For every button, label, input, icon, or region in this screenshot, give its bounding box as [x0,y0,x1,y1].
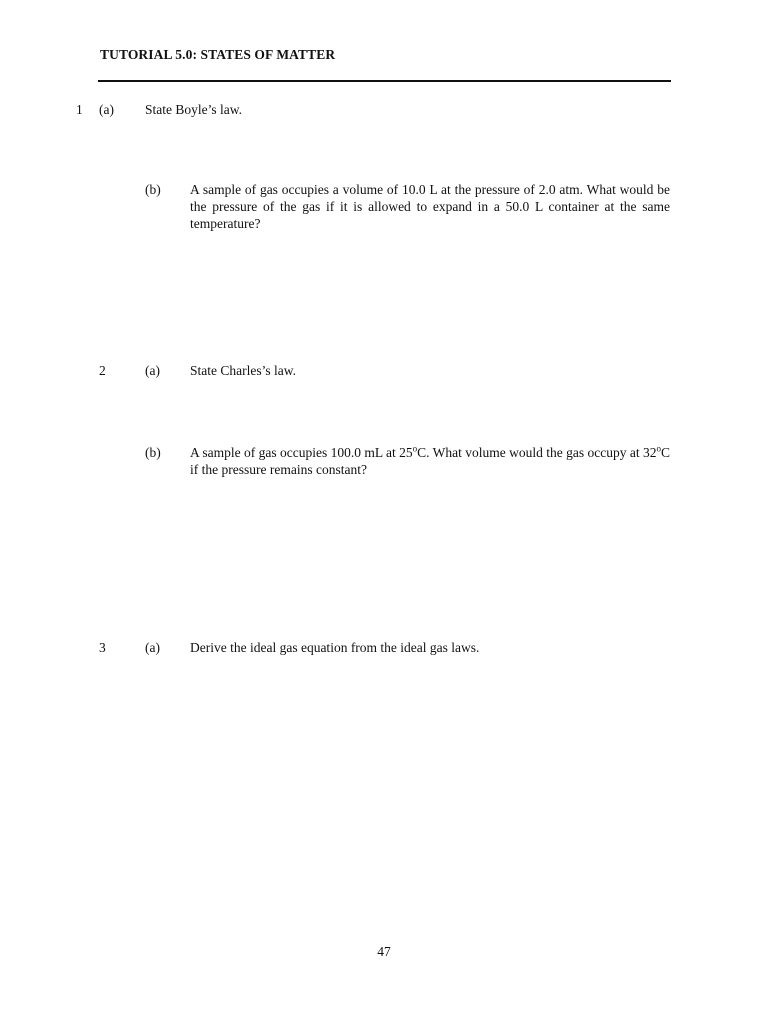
question-2b-text [190,444,670,478]
question-2b-text-part-3: C if the pressure remains constant? [190,445,670,477]
degree-symbol: o [412,443,418,454]
question-3a-text: Derive the ideal gas equation from the ideal gas laws. [190,640,480,655]
question-3a-label: (a) [145,640,160,655]
page-number: 47 [377,944,391,959]
question-1a-label: (a) [99,102,114,117]
header-rule [98,80,671,82]
question-3-number: 3 [99,640,106,655]
question-1b-label: (b) [145,182,161,197]
question-2b-text-part-2: C. What volume would the gas occupy at 32 [417,445,657,460]
page-title: TUTORIAL 5.0: STATES OF MATTER [100,47,336,62]
question-2-number: 2 [99,363,106,378]
question-1b-text: A sample of gas occupies a volume of 10.0 L at the pressure of 2.0 atm. What would be the pressure of the gas if it is allowed to expand in a 50.0 L container at the same temperature? [190,182,670,231]
question-2b-label: (b) [145,445,161,460]
question-2a-text: State Charles’s law. [190,363,296,378]
question-2b-text-part-1: A sample of gas occupies 100.0 mL at 25 [190,445,413,460]
question-1a-text: State Boyle’s law. [145,102,242,117]
question-1-number: 1 [76,102,83,117]
question-2a-label: (a) [145,363,160,378]
degree-symbol: o [656,443,661,454]
